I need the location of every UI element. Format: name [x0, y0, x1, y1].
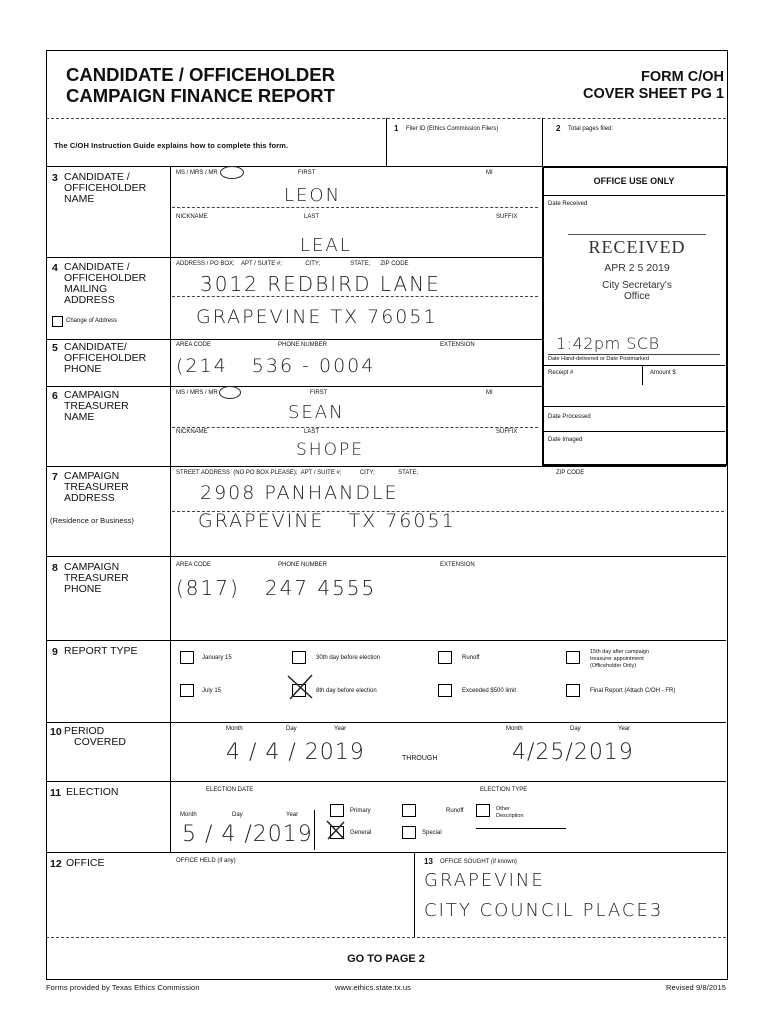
report-15th-checkbox[interactable] — [566, 651, 580, 664]
candidate-prefix-label: MS / MRS / MR — [176, 170, 218, 176]
prefix-circle-mark — [220, 166, 244, 179]
treasurer-area-code-label: AREA CODE — [176, 562, 212, 568]
period-to-date[interactable]: 4/25/2019 — [512, 740, 634, 765]
treasurer-zip-label: ZIP CODE — [556, 470, 585, 476]
candidate-last-name[interactable]: LEAL — [300, 235, 352, 256]
treasurer-first-name[interactable]: SEAN — [288, 402, 345, 423]
section-10-label-line: PERIOD — [64, 725, 105, 737]
report-runoff-label: Runoff — [462, 655, 480, 661]
report-15th-label-line: treasurer appointment — [590, 656, 644, 662]
stamp-office-line1: City Secretary's — [602, 280, 672, 291]
election-day-label: Day — [232, 812, 243, 818]
total-pages-label: Total pages filed: — [568, 126, 614, 132]
form-title — [66, 64, 335, 106]
period-to-day-label: Day — [570, 726, 581, 732]
section-13-number: 13 — [424, 857, 433, 866]
section-6-label-line: NAME — [64, 411, 95, 423]
section-7-label-line: TREASURER — [64, 481, 129, 493]
receipt-label: Receipt # — [548, 370, 574, 376]
report-jul15-label: July 15 — [202, 688, 222, 694]
section-4-label — [64, 262, 146, 306]
mailing-address-field-labels: ADDRESS / PO BOX; APT / SUITE #; CITY; STATE; ZIP CODE — [176, 261, 409, 267]
section-7-number: 7 — [52, 471, 58, 483]
election-primary-checkbox[interactable] — [330, 804, 344, 817]
treasurer-last-name[interactable]: SHOPE — [296, 440, 364, 460]
footer-url[interactable]: www.ethics.state.tx.us — [335, 983, 411, 992]
candidate-extension-label: EXTENSION — [440, 342, 475, 348]
form-id-line1: FORM C/OH — [641, 69, 724, 85]
section-6-number: 6 — [52, 390, 58, 402]
candidate-nickname-label: NICKNAME — [176, 214, 208, 220]
form-title-line1: CANDIDATE / OFFICEHOLDER — [66, 64, 335, 85]
report-exceeded-checkbox[interactable] — [438, 684, 452, 697]
mailing-address-line2[interactable]: GRAPEVINE TX 76051 — [196, 306, 438, 328]
section-10-label-line: COVERED — [74, 736, 126, 748]
report-jul15-checkbox[interactable] — [180, 684, 194, 697]
report-15th-label-line: (Officeholder Only) — [590, 663, 637, 669]
report-30th-checkbox[interactable] — [292, 651, 306, 664]
section-7-label-line: ADDRESS — [64, 492, 115, 504]
section-8-number: 8 — [52, 562, 58, 574]
treasurer-prefix-label: MS / MRS / MR — [176, 390, 218, 396]
election-general-check-mark — [324, 818, 348, 842]
section-5-number: 5 — [52, 342, 58, 354]
stamp-date: APR 2 5 2019 — [604, 262, 670, 274]
section-7-residence-label: (Residence or Business) — [50, 516, 135, 525]
date-imaged-label: Date Imaged — [548, 437, 583, 443]
candidate-first-name[interactable]: LEON — [284, 185, 342, 206]
filer-id-label: Filer ID (Ethics Commission Filers) — [406, 126, 499, 132]
report-final-checkbox[interactable] — [566, 684, 580, 697]
election-year-label: Year — [286, 812, 299, 818]
treasurer-first-label: FIRST — [310, 390, 328, 396]
candidate-mi-label: MI — [486, 170, 493, 176]
period-from-date[interactable]: 4 / 4 / 2019 — [226, 740, 365, 765]
election-date-value[interactable]: 5 / 4 /2019 — [182, 822, 313, 847]
treasurer-extension-label: EXTENSION — [440, 562, 475, 568]
treasurer-last-label: LAST — [304, 429, 320, 435]
treasurer-nickname-label: NICKNAME — [176, 429, 208, 435]
prefix-circle-mark — [219, 386, 241, 399]
office-sought-label: OFFICE SOUGHT (if known) — [440, 859, 517, 865]
report-jan15-checkbox[interactable] — [180, 651, 194, 664]
section-11-number: 11 — [50, 787, 62, 799]
hand-delivered-label: Date Hand-delivered or Date Postmarked — [548, 356, 649, 362]
treasurer-address-field-labels: STREET ADDRESS (NO PO BOX PLEASE); APT / SUITE #; CITY; STATE; — [176, 470, 419, 476]
election-other-label-line: Other — [496, 806, 510, 812]
section-12-number: 12 — [50, 858, 62, 870]
treasurer-phone-label: PHONE NUMBER — [278, 562, 328, 568]
received-time-note: 1:42pm SCB — [556, 334, 660, 353]
section-8-label — [64, 562, 129, 595]
office-sought-line2[interactable]: CITY COUNCIL PLACE3 — [424, 900, 664, 921]
election-other-label-line: Description — [496, 813, 524, 819]
treasurer-mi-label: MI — [486, 390, 493, 396]
candidate-phone-value[interactable]: (214 536 - 0004 — [176, 355, 376, 377]
candidate-phone-label: PHONE NUMBER — [278, 342, 328, 348]
period-to-year-label: Year — [618, 726, 631, 732]
form-id-line2: COVER SHEET PG 1 — [582, 86, 724, 102]
received-stamp — [568, 234, 706, 318]
section-3-label — [64, 172, 146, 205]
section-11-label: ELECTION — [66, 786, 119, 798]
footer-revised: Revised 9/8/2015 — [666, 983, 726, 992]
election-month-label: Month — [180, 812, 197, 818]
section-6-label — [64, 390, 129, 423]
report-15th-label — [590, 649, 649, 670]
section-4-number: 4 — [52, 262, 58, 274]
candidate-last-label: LAST — [304, 214, 320, 220]
treasurer-address-line1[interactable]: 2908 PANHANDLE — [200, 482, 399, 504]
section-12-label: OFFICE — [66, 857, 105, 869]
period-from-year-label: Year — [334, 726, 347, 732]
section-10-label — [64, 726, 126, 748]
section-7-label-line: CAMPAIGN — [64, 470, 120, 482]
mailing-address-line1[interactable]: 3012 REDBIRD LANE — [200, 272, 441, 296]
date-received-label: Date Received — [548, 201, 588, 207]
period-to-month-label: Month — [506, 726, 523, 732]
footer-provided-by: Forms provided by Texas Ethics Commission — [46, 983, 200, 992]
date-processed-label: Date Processed — [548, 414, 591, 420]
section-3-label-line: OFFICEHOLDER — [64, 182, 147, 194]
treasurer-phone-value[interactable]: (817) 247 4555 — [176, 576, 377, 600]
election-runoff-checkbox[interactable] — [402, 804, 416, 817]
form-title-line2: CAMPAIGN FINANCE REPORT — [66, 85, 335, 106]
election-other-label — [496, 806, 524, 820]
election-special-checkbox[interactable] — [402, 826, 416, 839]
total-pages-number: 2 — [556, 124, 561, 133]
section-4-label-line: ADDRESS — [64, 294, 115, 306]
section-10-number: 10 — [50, 726, 62, 738]
amount-label: Amount $ — [650, 370, 676, 376]
section-8-label-line: CAMPAIGN — [64, 561, 120, 573]
office-sought-line1[interactable]: GRAPEVINE — [424, 870, 545, 891]
report-exceeded-label: Exceeded $500 limit — [462, 688, 517, 694]
election-runoff-label: Runoff — [446, 808, 464, 814]
election-other-checkbox[interactable] — [476, 804, 490, 817]
candidate-first-label: FIRST — [298, 170, 316, 176]
candidate-area-code-label: AREA CODE — [176, 342, 212, 348]
report-runoff-checkbox[interactable] — [438, 651, 452, 664]
report-jan15-label: January 15 — [202, 655, 232, 661]
section-3-label-line: CANDIDATE / — [64, 171, 130, 183]
section-4-label-line: OFFICEHOLDER — [64, 272, 147, 284]
report-30th-label: 30th day before election — [316, 655, 381, 661]
section-3-number: 3 — [52, 172, 58, 184]
section-5-label — [64, 342, 146, 375]
report-final-label: Final Report (Attach C/OH - FR) — [590, 688, 676, 694]
report-15th-label-line: 15th day after campaign — [590, 649, 650, 655]
election-primary-label: Primary — [350, 808, 371, 814]
section-6-label-line: TREASURER — [64, 400, 129, 412]
section-3-label-line: NAME — [64, 193, 95, 205]
section-6-label-line: CAMPAIGN — [64, 389, 120, 401]
section-8-label-line: TREASURER — [64, 572, 129, 584]
candidate-suffix-label: SUFFIX — [496, 214, 518, 220]
instructions-text: The C/OH Instruction Guide explains how to complete this form. — [54, 141, 289, 150]
election-type-label: ELECTION TYPE — [480, 787, 528, 793]
stamp-received: RECEIVED — [588, 237, 686, 257]
report-8th-label: 8th day before election — [316, 688, 377, 694]
section-9-number: 9 — [52, 646, 58, 658]
office-held-label: OFFICE HELD (if any) — [176, 858, 236, 864]
section-5-label-line: CANDIDATE/ — [64, 341, 127, 353]
change-of-address-checkbox[interactable] — [52, 316, 63, 327]
form-id — [504, 69, 724, 103]
office-use-title: OFFICE USE ONLY — [593, 176, 675, 186]
election-special-label: Special — [422, 830, 442, 836]
change-of-address-label: Change of Address — [66, 318, 118, 324]
treasurer-suffix-label: SUFFIX — [496, 429, 518, 435]
section-4-label-line: CANDIDATE / — [64, 261, 130, 273]
section-5-label-line: PHONE — [64, 363, 102, 375]
section-9-label: REPORT TYPE — [64, 645, 138, 657]
election-general-label: General — [350, 830, 372, 836]
election-date-label: ELECTION DATE — [206, 787, 254, 793]
section-5-label-line: OFFICEHOLDER — [64, 352, 147, 364]
treasurer-address-line2[interactable]: GRAPEVINE TX 76051 — [198, 510, 456, 532]
period-from-month-label: Month — [226, 726, 243, 732]
stamp-office-line2: Office — [624, 291, 650, 302]
report-8th-check-mark — [284, 672, 316, 702]
section-7-label — [64, 471, 129, 504]
section-8-label-line: PHONE — [64, 583, 102, 595]
through-label: THROUGH — [402, 755, 438, 762]
period-from-day-label: Day — [286, 726, 297, 732]
go-to-page-2: GO TO PAGE 2 — [347, 953, 425, 965]
section-4-label-line: MAILING — [64, 283, 108, 295]
filer-id-number: 1 — [394, 124, 399, 133]
